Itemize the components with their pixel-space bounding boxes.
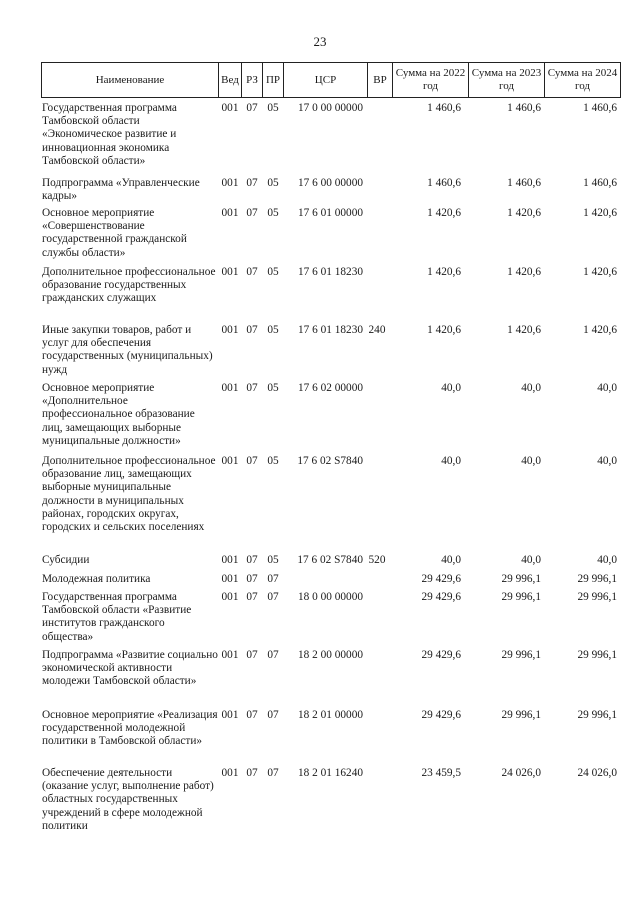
row-csr: 17 6 02 S7840: [297, 554, 363, 566]
row-ved: 001: [221, 207, 239, 219]
row-ved: 001: [221, 102, 239, 114]
row-sum-2024: 40,0: [597, 554, 617, 566]
row-rz: 07: [246, 266, 258, 278]
row-rz: 07: [246, 767, 258, 779]
header-rz: РЗ: [242, 63, 263, 98]
row-pr: 07: [267, 573, 279, 585]
row-sum-2023: 29 996,1: [501, 649, 541, 661]
row-sum-2024: 1 420,6: [583, 266, 617, 278]
row-sum-2023: 1 420,6: [507, 207, 541, 219]
row-pr: 05: [267, 382, 279, 394]
row-rz: 07: [246, 554, 258, 566]
row-ved: 001: [221, 455, 239, 467]
row-csr: 17 6 01 18230: [298, 266, 363, 278]
row-sum-2022: 29 429,6: [421, 709, 461, 721]
row-name: Дополнительное профессиональное образование государственных гражданских служащих: [42, 266, 216, 305]
row-sum-2024: 29 996,1: [577, 649, 617, 661]
row-name: Обеспечение деятельности (оказание услуг, выполнение работ) областных государственных учреждений в сфере молодежной политики: [42, 767, 214, 832]
row-ved: 001: [221, 382, 239, 394]
row-pr: 05: [267, 177, 279, 189]
row-csr: 18 2 00 00000: [298, 649, 363, 661]
row-ved: 001: [221, 591, 239, 603]
row-csr: 18 0 00 00000: [298, 591, 363, 603]
row-ved: 001: [221, 767, 239, 779]
row-pr: 07: [267, 767, 279, 779]
row-name: Молодежная политика: [42, 573, 151, 585]
row-name: Субсидии: [42, 554, 90, 566]
row-name: Подпрограмма «Развитие социально экономической активности молодежи Тамбовской области»: [42, 649, 218, 688]
row-sum-2022: 40,0: [441, 554, 461, 566]
row-rz: 07: [246, 591, 258, 603]
row-sum-2022: 40,0: [441, 455, 461, 467]
row-sum-2022: 1 460,6: [427, 177, 461, 189]
row-name: Основное мероприятие «Реализация государственной молодежной политики в Тамбовской области»: [42, 709, 218, 748]
header-ved: Вед: [219, 63, 242, 98]
row-sum-2023: 1 460,6: [507, 102, 541, 114]
header-csr: ЦСР: [284, 63, 368, 98]
row-ved: 001: [221, 177, 239, 189]
row-rz: 07: [246, 649, 258, 661]
row-pr: 05: [267, 324, 279, 336]
row-sum-2024: 29 996,1: [577, 591, 617, 603]
row-sum-2024: 24 026,0: [577, 767, 617, 779]
row-ved: 001: [221, 266, 239, 278]
row-rz: 07: [246, 207, 258, 219]
row-sum-2023: 29 996,1: [501, 573, 541, 585]
row-sum-2022: 40,0: [441, 382, 461, 394]
row-sum-2023: 29 996,1: [501, 591, 541, 603]
row-sum-2022: 29 429,6: [421, 573, 461, 585]
row-sum-2024: 29 996,1: [577, 709, 617, 721]
row-rz: 07: [246, 455, 258, 467]
table-header: [41, 62, 621, 98]
row-sum-2024: 29 996,1: [577, 573, 617, 585]
row-csr: 17 6 00 00000: [298, 177, 363, 189]
row-vr: 240: [368, 324, 386, 336]
row-sum-2022: 29 429,6: [421, 591, 461, 603]
row-ved: 001: [221, 573, 239, 585]
row-pr: 05: [267, 455, 279, 467]
row-csr: 17 6 01 18230: [298, 324, 363, 336]
row-sum-2024: 1 420,6: [583, 324, 617, 336]
row-sum-2022: 23 459,5: [421, 767, 461, 779]
row-ved: 001: [221, 324, 239, 336]
row-pr: 05: [267, 266, 279, 278]
row-sum-2023: 40,0: [521, 554, 541, 566]
row-sum-2024: 1 460,6: [583, 177, 617, 189]
row-sum-2023: 24 026,0: [501, 767, 541, 779]
header-sum-2024: Сумма на 2024 год: [545, 63, 621, 98]
row-pr: 05: [267, 102, 279, 114]
row-pr: 05: [267, 207, 279, 219]
row-ved: 001: [221, 709, 239, 721]
row-name: Основное мероприятие «Дополнительное профессиональное образование лиц, замещающих выборные муниципальные должности»: [42, 382, 195, 447]
row-rz: 07: [246, 102, 258, 114]
row-name: Основное мероприятие «Совершенствование государственной гражданской службы области»: [42, 207, 187, 259]
row-vr: 520: [368, 554, 386, 566]
row-sum-2024: 1 460,6: [583, 102, 617, 114]
row-csr: 18 2 01 00000: [298, 709, 363, 721]
row-sum-2024: 1 420,6: [583, 207, 617, 219]
page-number: 23: [313, 34, 327, 49]
row-sum-2022: 1 420,6: [427, 207, 461, 219]
row-name: Иные закупки товаров, работ и услуг для обеспечения государственных (муниципальных) нужд: [42, 324, 213, 376]
row-pr: 07: [267, 649, 279, 661]
row-sum-2024: 40,0: [597, 455, 617, 467]
header-pr: ПР: [263, 63, 284, 98]
row-sum-2024: 40,0: [597, 382, 617, 394]
row-csr: 18 2 01 16240: [298, 767, 363, 779]
row-pr: 05: [267, 554, 279, 566]
row-rz: 07: [246, 382, 258, 394]
header-sum-2023: Сумма на 2023 год: [469, 63, 545, 98]
row-rz: 07: [246, 573, 258, 585]
row-ved: 001: [221, 649, 239, 661]
row-csr: 17 6 01 00000: [298, 207, 363, 219]
header-name: Наименование: [42, 63, 219, 98]
row-name: Государственная программа Тамбовской области «Развитие институтов гражданского общества»: [42, 591, 192, 643]
row-sum-2023: 1 420,6: [507, 266, 541, 278]
row-csr: 17 0 00 00000: [298, 102, 363, 114]
row-sum-2022: 1 460,6: [427, 102, 461, 114]
row-name: Государственная программа Тамбовской области «Экономическое развитие и инновационная экономика Тамбовской области»: [42, 102, 177, 167]
row-sum-2022: 1 420,6: [427, 324, 461, 336]
row-sum-2023: 40,0: [521, 382, 541, 394]
row-rz: 07: [246, 324, 258, 336]
row-sum-2022: 1 420,6: [427, 266, 461, 278]
row-pr: 07: [267, 709, 279, 721]
row-sum-2023: 1 460,6: [507, 177, 541, 189]
header-sum-2022: Сумма на 2022 год: [393, 63, 469, 98]
row-sum-2023: 1 420,6: [507, 324, 541, 336]
row-ved: 001: [221, 554, 239, 566]
row-sum-2022: 29 429,6: [421, 649, 461, 661]
row-sum-2023: 40,0: [521, 455, 541, 467]
row-pr: 07: [267, 591, 279, 603]
row-csr: 17 6 02 00000: [298, 382, 363, 394]
row-rz: 07: [246, 177, 258, 189]
row-name: Подпрограмма «Управленческие кадры»: [42, 177, 200, 203]
row-rz: 07: [246, 709, 258, 721]
header-vr: ВР: [368, 63, 393, 98]
row-csr: 17 6 02 S7840: [297, 455, 363, 467]
row-sum-2023: 29 996,1: [501, 709, 541, 721]
row-name: Дополнительное профессиональное образование лиц, замещающих выборные муниципальные должности в муниципальных районах, городских округах, городских и сельских поселениях: [42, 455, 216, 534]
